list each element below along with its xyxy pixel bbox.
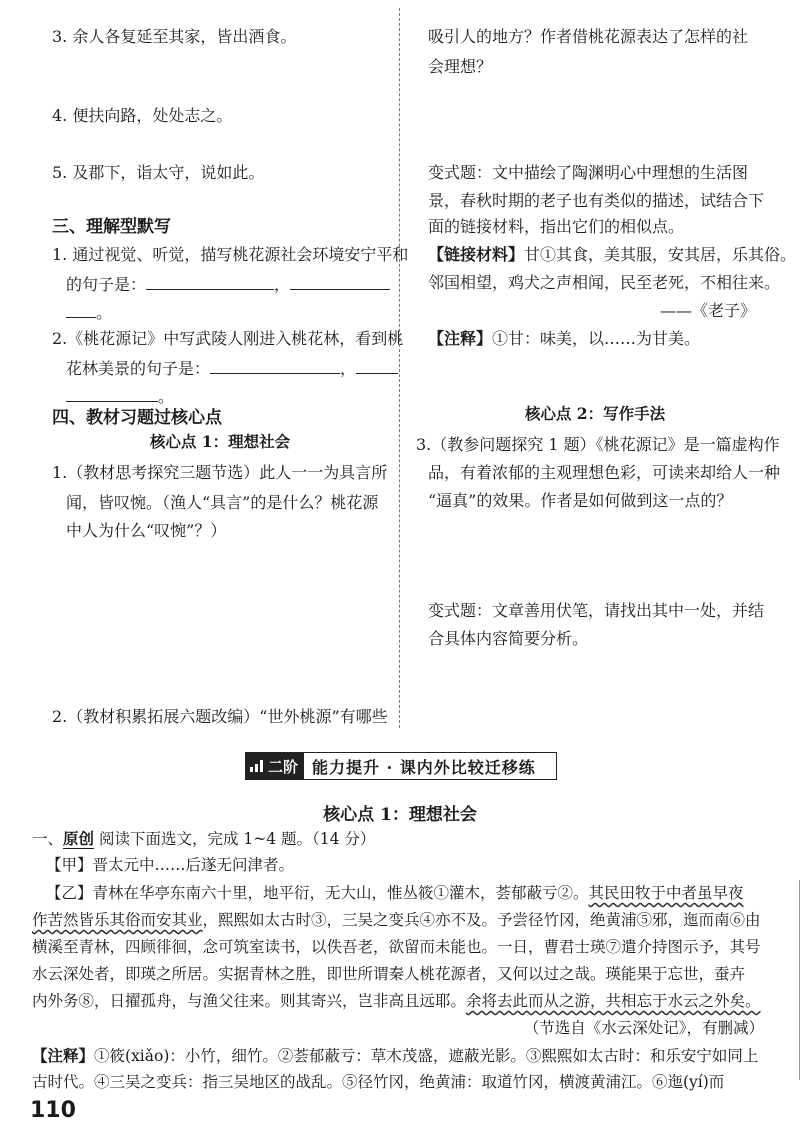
yi-line5-a: 内外务⑧，日擢孤舟，与渔父往来。则其寄兴，岂非高且远耶。 <box>32 992 467 1010</box>
question-3: 3. 余人各复延至其家，皆出酒食。 <box>52 27 297 46</box>
passage-yi-line3: 横溪至青林，四顾徘徊，念可筑室读书，以佚吾老，欲留而未能也。一日，曹君士瑛⑦遣介持图示予，其号 <box>32 938 761 956</box>
section-3-title: 三、理解型默写 <box>52 217 171 237</box>
notes-line2: 古时代。④三吴之变兵：指三吴地区的战乱。⑤径竹冈，绝黄浦：取道竹冈，横渡黄浦江。⑥迤(yí)而 <box>32 1073 725 1091</box>
passage-jia: 【甲】晋太元中……后遂无问津者。 <box>46 856 295 874</box>
note-text: ①甘：味美，以……为甘美。 <box>492 329 701 348</box>
section-4-title: 四、教材习题过核心点 <box>52 408 222 428</box>
intro-text: 阅读下面选文，完成 1~4 题。（14 分） <box>98 830 376 848</box>
comma: ， <box>274 275 291 294</box>
link-material-source: ——《老子》 <box>660 301 757 320</box>
column-divider <box>399 8 400 728</box>
memorize-2-line2 <box>66 354 398 384</box>
yi-line5-b: 余将去此而从之游，共相忘于水云之外矣。 <box>466 992 761 1010</box>
question-4: 4. 便扶向路，处处志之。 <box>52 106 233 125</box>
level-label: 二阶 <box>268 757 299 776</box>
period: 。 <box>158 387 175 406</box>
memorize-2-line1: 2.《桃花源记》中写武陵人刚进入桃花林，看到桃 <box>52 329 404 348</box>
memorize-1-prompt: 的句子是： <box>66 275 147 294</box>
variant-1-line2: 景，春秋时期的老子也有类似的描述，试结合下 <box>428 191 765 210</box>
question-5: 5. 及郡下，诣太守，说如此。 <box>52 163 265 182</box>
comma: ， <box>340 359 357 378</box>
passage-yi-line1 <box>46 880 744 907</box>
textbook-q1-line2: 闻，皆叹惋。（渔人“具言”的是什么？桃花源 <box>66 493 379 512</box>
variant-2-line2: 合具体内容简要分析。 <box>428 629 589 648</box>
passage-yi-line2 <box>32 907 761 934</box>
notes-line1 <box>32 1042 758 1070</box>
answer-blank[interactable] <box>356 355 398 374</box>
core-point-1-heading: 核心点 1：理想社会 <box>149 432 291 451</box>
passage-source: （节选自《水云深处记》，有删减） <box>523 1019 764 1037</box>
level-badge <box>246 753 304 779</box>
textbook-q1-line3: 中人为什么“叹惋”？） <box>66 521 227 540</box>
notes-text-1: ①筱(xiǎo)：小竹，细竹。②荟郁蔽亏：草木茂盛，遮蔽光影。③熙熙如太古时：和乐安宁如同上 <box>94 1047 759 1065</box>
level-banner <box>245 752 557 780</box>
yi-line1-b: 其民田牧于中者虽早夜 <box>588 884 744 902</box>
textbook-q2-line3: 会理想？ <box>428 57 493 76</box>
yi-line2-b: ，熙熙如太古时③，三吴之变兵④亦不及。予尝径竹冈，绝黄浦⑤邪，迤而南⑥由 <box>202 911 761 929</box>
link-material-label: 【链接材料】 <box>428 245 525 264</box>
original-tag: 原创 <box>63 829 95 848</box>
banner-title: 能力提升 · 课内外比较迁移练 <box>312 757 536 777</box>
note-line <box>428 324 700 354</box>
textbook-q2-line2: 吸引人的地方？作者借桃花源表达了怎样的社 <box>428 27 749 46</box>
yi-line1-a: 【乙】青林在华亭东南六十里，地平衍，无大山，惟丛筱①灌木，荟郁蔽亏②。 <box>46 884 589 902</box>
period: 。 <box>96 303 113 322</box>
textbook-q3-line3: “逼真”的效果。作者是如何做到这一点的？ <box>428 491 733 510</box>
textbook-q2-line1: 2.（教材积累拓展六题改编）“世外桃源”有哪些 <box>52 707 388 726</box>
textbook-q3-line1: 3.（教参问题探究 1 题）《桃花源记》是一篇虚构作 <box>416 435 780 454</box>
passage-yi-line4: 水云深处者，即瑛之所居。实据青林之胜，即世所谓秦人桃花源者，又何以过之哉。瑛能果于忘世，蚕卉 <box>32 965 746 983</box>
textbook-q1-line1: 1.（教材思考探究三题节选）此人一一为具言所 <box>52 463 388 482</box>
answer-blank[interactable] <box>146 271 274 290</box>
memorize-1-line2 <box>66 270 390 300</box>
variant-1-line3: 面的链接材料，指出它们的相似点。 <box>428 217 685 236</box>
core-point-title: 核心点 1：理想社会 <box>323 805 477 825</box>
answer-blank[interactable] <box>210 355 340 374</box>
answer-blank[interactable] <box>66 299 96 318</box>
variant-1-line1: 变式题：文中描绘了陶渊明心中理想的生活图 <box>428 163 749 182</box>
reading-intro <box>32 824 375 854</box>
answer-blank[interactable] <box>66 383 158 402</box>
page-edge <box>793 880 800 1080</box>
page-number: 110 <box>30 1098 76 1123</box>
variant-2-line1: 变式题：文章善用伏笔，请找出其中一处，并结 <box>428 601 765 620</box>
answer-blank[interactable] <box>290 271 390 290</box>
intro-prefix: 一、 <box>32 830 64 848</box>
signal-bars-icon <box>250 760 264 772</box>
textbook-q3-line2: 品，有着浓郁的主观理想色彩，可读来却给人一种 <box>428 463 781 482</box>
note-label: 【注释】 <box>428 329 493 348</box>
link-material-line1 <box>428 240 796 270</box>
notes-label: 【注释】 <box>32 1046 95 1065</box>
memorize-1-line1: 1. 通过视觉、听觉，描写桃花源社会环境安宁平和 <box>52 245 409 264</box>
passage-yi-line5 <box>32 988 761 1015</box>
core-point-2-heading: 核心点 2：写作手法 <box>524 404 666 423</box>
link-material-text: 甘①其食，美其服，安其居，乐其俗。 <box>524 245 797 264</box>
memorize-2-prompt: 花林美景的句子是： <box>66 359 211 378</box>
link-material-line2: 邻国相望，鸡犬之声相闻，民至老死，不相往来。 <box>428 273 781 292</box>
yi-line2-a: 作苦然皆乐其俗而安其业 <box>32 911 203 929</box>
